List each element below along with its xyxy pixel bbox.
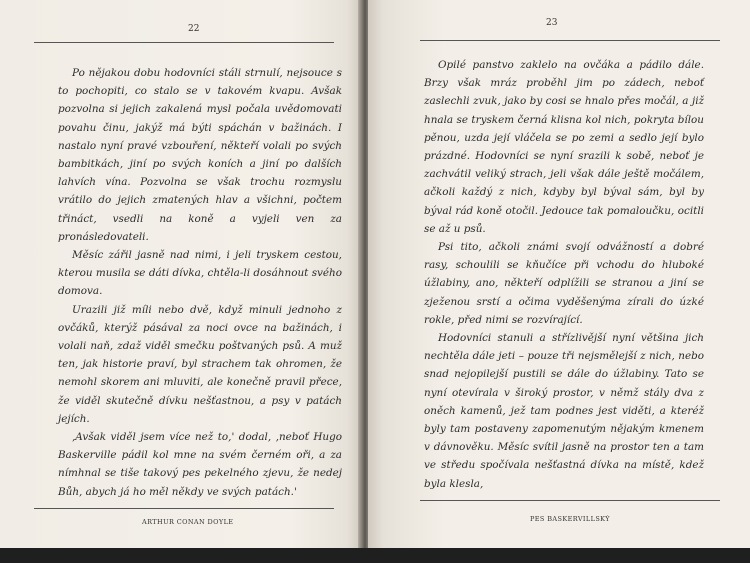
footer-rule — [34, 508, 334, 509]
footer-rule — [420, 500, 720, 501]
header-rule — [34, 42, 334, 43]
paragraph: Po nějakou dobu hodovníci stáli strnulí, nejsouce s to pochopiti, co stalo se v takovém kvapu. Avšak pozvolna si jejich zakalená mysl počala uvědomovati povahu činu, jakýž má býti spáchán v bažinách. I nastalo nyní pravé vzbouření, někteří volali po svých bambitkách, jiní po svých koních a jiní po dalších lahvích vína. Pozvolna se však trochu rozmyslu vrátilo do jejich zmatených hlav a všichni, počtem třináct, vsedli na koně a vyjeli ven za pronásledovateli. — [58, 67, 342, 243]
page-text — [58, 64, 342, 501]
scan-border — [0, 548, 750, 563]
left-page — [0, 0, 362, 548]
header-rule — [420, 40, 720, 41]
page-number: 23 — [546, 18, 558, 28]
paragraph: Urazili již míli nebo dvě, když minuli jednoho z ovčáků, kterýž pásával za noci ovce na bažinách, i volali naň, zdaž viděl smečku poštvaných psů. A muž ten, jak historie praví, byl strachem tak ohromen, že nemohl skorem ani mluviti, ale konečně pravil přece, že viděl skutečně dívku nešťastnou, a psy v patách jejích. — [58, 303, 342, 425]
running-footer: ARTHUR CONAN DOYLE — [142, 518, 234, 526]
paragraph: ‚Avšak viděl jsem více než to,' dodal, ‚neboť Hugo Baskerville pádil kol mne na svém černém oři, a za nímhnal se tiše takový pes pekelného zjevu, že nedej Bůh, abych já ho měl někdy ve svých patách.' — [58, 431, 342, 498]
right-page — [368, 0, 750, 548]
paragraph: Psi tito, ačkoli známi svojí odvážností a dobré rasy, schoulili se kňučíce při vchodu do hluboké úžlabiny, ano, někteří odplížili se stranou a jiní se zježenou srstí a očima vyděšenýma zírali do úzké rokle, před nimi se rozvírající. — [424, 241, 704, 326]
paragraph: Opilé panstvo zaklelo na ovčáka a pádilo dále. Brzy však mráz proběhl jim po zádech, neboť zaslechli zvuk, jako by cosi se hnalo přes močál, a již hnala se tryskem černá klisna kol nich, pokryta bílou pěnou, uzda její vláčela se po zemi a sedlo její bylo prázdné. Hodovníci se nyní srazili k sobě, neboť je zachvátil veliký strach, jeli však dále ještě močálem, ačkoli každý z nich, kdyby byl býval sám, byl by býval rád koně otočil. Jedouce tak pomaloučku, ocitli se až u psů. — [424, 59, 704, 235]
page-text — [424, 56, 704, 493]
paragraph: Hodovníci stanuli a střízlivější nyní většina jich nechtěla dále jeti – pouze tři nejsmělejší z nich, nebo snad nejopilejší pustili se dále do úžlabiny. Tato se nyní otevírala v široký prostor, v němž stály dva z oněch kamenů, jež tam podnes jest viděti, a kteréž byly tam postaveny zapomenutým nějakým kmenem v dávnověku. Měsíc svítil jasně na prostor ten a tam ve středu spočívala nešťastná dívka na místě, kdež byla klesla, — [424, 332, 704, 490]
running-footer: PES BASKERVILLSKÝ — [530, 515, 610, 523]
page-number: 22 — [188, 24, 200, 34]
paragraph: Měsíc zářil jasně nad nimi, i jeli tryskem cestou, kterou musila se dáti dívka, chtěla-li dosáhnout svého domova. — [58, 249, 342, 298]
